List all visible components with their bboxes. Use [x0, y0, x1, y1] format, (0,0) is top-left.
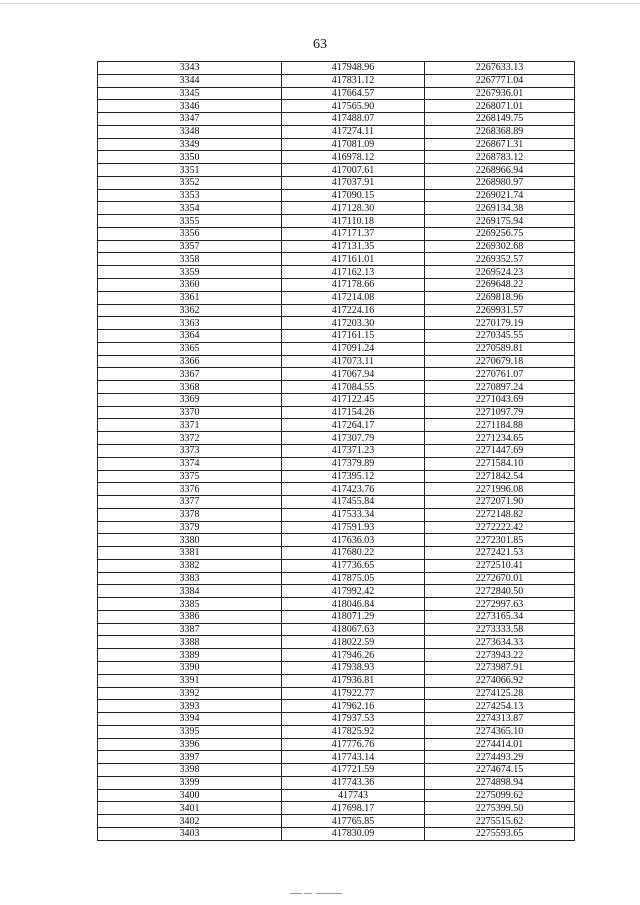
y-coordinate-cell: 2274898.94	[425, 776, 575, 789]
table-row	[98, 815, 575, 828]
x-coordinate-cell: 417264.17	[282, 419, 425, 432]
y-coordinate-cell: 2269524.23	[425, 266, 575, 279]
x-coordinate-cell: 417007.61	[282, 164, 425, 177]
point-number-cell: 3379	[98, 521, 282, 534]
point-number-cell: 3363	[98, 317, 282, 330]
x-coordinate-cell: 417948.96	[282, 62, 425, 75]
y-coordinate-cell: 2275099.62	[425, 789, 575, 802]
point-number-cell: 3358	[98, 253, 282, 266]
point-number-cell: 3387	[98, 623, 282, 636]
x-coordinate-cell: 417736.65	[282, 559, 425, 572]
x-coordinate-cell: 418071.29	[282, 610, 425, 623]
footer-mark	[304, 893, 312, 894]
point-number-cell: 3384	[98, 585, 282, 598]
table-row	[98, 674, 575, 687]
y-coordinate-cell: 2274414.01	[425, 738, 575, 751]
x-coordinate-cell: 417128.30	[282, 202, 425, 215]
y-coordinate-cell: 2271184.88	[425, 419, 575, 432]
point-number-cell: 3391	[98, 674, 282, 687]
y-coordinate-cell: 2274493.29	[425, 751, 575, 764]
x-coordinate-cell: 417379.89	[282, 457, 425, 470]
point-number-cell: 3372	[98, 432, 282, 445]
x-coordinate-cell: 417395.12	[282, 470, 425, 483]
point-number-cell: 3375	[98, 470, 282, 483]
point-number-cell: 3353	[98, 189, 282, 202]
y-coordinate-cell: 2272670.01	[425, 572, 575, 585]
y-coordinate-cell: 2275515.62	[425, 815, 575, 828]
point-number-cell: 3380	[98, 534, 282, 547]
y-coordinate-cell: 2272301.85	[425, 534, 575, 547]
point-number-cell: 3401	[98, 802, 282, 815]
x-coordinate-cell: 417776.76	[282, 738, 425, 751]
table-row	[98, 496, 575, 509]
y-coordinate-cell: 2269175.94	[425, 215, 575, 228]
point-number-cell: 3348	[98, 125, 282, 138]
point-number-cell: 3403	[98, 827, 282, 840]
x-coordinate-cell: 417274.11	[282, 125, 425, 138]
x-coordinate-cell: 417680.22	[282, 547, 425, 560]
point-number-cell: 3346	[98, 100, 282, 113]
y-coordinate-cell: 2267936.01	[425, 87, 575, 100]
table-row	[98, 610, 575, 623]
y-coordinate-cell: 2270345.55	[425, 330, 575, 343]
table-row	[98, 342, 575, 355]
y-coordinate-cell: 2270179.19	[425, 317, 575, 330]
x-coordinate-cell: 417178.66	[282, 279, 425, 292]
point-number-cell: 3350	[98, 151, 282, 164]
y-coordinate-cell: 2272840.50	[425, 585, 575, 598]
point-number-cell: 3388	[98, 636, 282, 649]
x-coordinate-cell: 417743.36	[282, 776, 425, 789]
y-coordinate-cell: 2274125.28	[425, 687, 575, 700]
table-row	[98, 164, 575, 177]
point-number-cell: 3393	[98, 700, 282, 713]
x-coordinate-cell: 417565.90	[282, 100, 425, 113]
table-row	[98, 138, 575, 151]
table-row	[98, 368, 575, 381]
x-coordinate-cell: 417533.34	[282, 508, 425, 521]
point-number-cell: 3373	[98, 444, 282, 457]
y-coordinate-cell: 2268368.89	[425, 125, 575, 138]
x-coordinate-cell: 417037.91	[282, 176, 425, 189]
x-coordinate-cell: 417214.08	[282, 291, 425, 304]
point-number-cell: 3395	[98, 725, 282, 738]
y-coordinate-cell: 2267633.13	[425, 62, 575, 75]
x-coordinate-cell: 417698.17	[282, 802, 425, 815]
table-row	[98, 623, 575, 636]
y-coordinate-cell: 2272071.90	[425, 496, 575, 509]
point-number-cell: 3376	[98, 483, 282, 496]
table-row	[98, 470, 575, 483]
y-coordinate-cell: 2269256.75	[425, 227, 575, 240]
point-number-cell: 3349	[98, 138, 282, 151]
x-coordinate-cell: 417962.16	[282, 700, 425, 713]
table-row	[98, 432, 575, 445]
y-coordinate-cell: 2268966.94	[425, 164, 575, 177]
table-row	[98, 304, 575, 317]
coordinate-table	[97, 61, 575, 841]
table-row	[98, 764, 575, 777]
x-coordinate-cell: 417171.37	[282, 227, 425, 240]
table-row	[98, 649, 575, 662]
y-coordinate-cell: 2271842.54	[425, 470, 575, 483]
point-number-cell: 3371	[98, 419, 282, 432]
y-coordinate-cell: 2270897.24	[425, 381, 575, 394]
point-number-cell: 3355	[98, 215, 282, 228]
table-row	[98, 125, 575, 138]
table-row	[98, 585, 575, 598]
point-number-cell: 3397	[98, 751, 282, 764]
table-row	[98, 661, 575, 674]
table-row	[98, 227, 575, 240]
x-coordinate-cell: 417488.07	[282, 113, 425, 126]
table-row	[98, 317, 575, 330]
point-number-cell: 3398	[98, 764, 282, 777]
x-coordinate-cell: 417203.30	[282, 317, 425, 330]
table-row	[98, 381, 575, 394]
point-number-cell: 3381	[98, 547, 282, 560]
y-coordinate-cell: 2272421.53	[425, 547, 575, 560]
point-number-cell: 3359	[98, 266, 282, 279]
point-number-cell: 3383	[98, 572, 282, 585]
y-coordinate-cell: 2275593.65	[425, 827, 575, 840]
point-number-cell: 3378	[98, 508, 282, 521]
point-number-cell: 3396	[98, 738, 282, 751]
y-coordinate-cell: 2273987.91	[425, 661, 575, 674]
point-number-cell: 3368	[98, 381, 282, 394]
point-number-cell: 3354	[98, 202, 282, 215]
table-row	[98, 100, 575, 113]
y-coordinate-cell: 2272222.42	[425, 521, 575, 534]
x-coordinate-cell: 417831.12	[282, 74, 425, 87]
y-coordinate-cell: 2273333.58	[425, 623, 575, 636]
x-coordinate-cell: 417765.85	[282, 815, 425, 828]
table-row	[98, 789, 575, 802]
point-number-cell: 3365	[98, 342, 282, 355]
x-coordinate-cell: 417162.13	[282, 266, 425, 279]
table-row	[98, 636, 575, 649]
y-coordinate-cell: 2271584.10	[425, 457, 575, 470]
point-number-cell: 3382	[98, 559, 282, 572]
table-row	[98, 776, 575, 789]
table-row	[98, 113, 575, 126]
x-coordinate-cell: 417664.57	[282, 87, 425, 100]
y-coordinate-cell: 2271097.79	[425, 406, 575, 419]
point-number-cell: 3366	[98, 355, 282, 368]
table-row	[98, 687, 575, 700]
x-coordinate-cell: 417743	[282, 789, 425, 802]
point-number-cell: 3389	[98, 649, 282, 662]
x-coordinate-cell: 417224.16	[282, 304, 425, 317]
y-coordinate-cell: 2274066.92	[425, 674, 575, 687]
table-row	[98, 827, 575, 840]
table-row	[98, 330, 575, 343]
y-coordinate-cell: 2271234.65	[425, 432, 575, 445]
table-row	[98, 355, 575, 368]
point-number-cell: 3369	[98, 393, 282, 406]
x-coordinate-cell: 417154.26	[282, 406, 425, 419]
table-row	[98, 87, 575, 100]
point-number-cell: 3361	[98, 291, 282, 304]
table-row	[98, 291, 575, 304]
y-coordinate-cell: 2272510.41	[425, 559, 575, 572]
y-coordinate-cell: 2273634.33	[425, 636, 575, 649]
table-row	[98, 725, 575, 738]
y-coordinate-cell: 2268149.75	[425, 113, 575, 126]
x-coordinate-cell: 417067.94	[282, 368, 425, 381]
y-coordinate-cell: 2268071.01	[425, 100, 575, 113]
table-row	[98, 559, 575, 572]
coordinate-table-body	[98, 62, 575, 841]
point-number-cell: 3364	[98, 330, 282, 343]
table-row	[98, 534, 575, 547]
table-row	[98, 266, 575, 279]
point-number-cell: 3357	[98, 240, 282, 253]
x-coordinate-cell: 417938.93	[282, 661, 425, 674]
table-row	[98, 508, 575, 521]
table-row	[98, 176, 575, 189]
table-row	[98, 444, 575, 457]
table-row	[98, 215, 575, 228]
point-number-cell: 3352	[98, 176, 282, 189]
point-number-cell: 3377	[98, 496, 282, 509]
x-coordinate-cell: 417081.09	[282, 138, 425, 151]
y-coordinate-cell: 2271447.69	[425, 444, 575, 457]
y-coordinate-cell: 2269021.74	[425, 189, 575, 202]
x-coordinate-cell: 417091.24	[282, 342, 425, 355]
point-number-cell: 3345	[98, 87, 282, 100]
table-row	[98, 279, 575, 292]
x-coordinate-cell: 417922.77	[282, 687, 425, 700]
table-row	[98, 751, 575, 764]
x-coordinate-cell: 417423.76	[282, 483, 425, 496]
point-number-cell: 3343	[98, 62, 282, 75]
table-row	[98, 202, 575, 215]
x-coordinate-cell: 417875.05	[282, 572, 425, 585]
point-number-cell: 3392	[98, 687, 282, 700]
page-number: 63	[313, 37, 327, 52]
point-number-cell: 3356	[98, 227, 282, 240]
point-number-cell: 3400	[98, 789, 282, 802]
x-coordinate-cell: 417825.92	[282, 725, 425, 738]
y-coordinate-cell: 2273943.22	[425, 649, 575, 662]
footer-mark	[316, 893, 342, 894]
point-number-cell: 3367	[98, 368, 282, 381]
x-coordinate-cell: 417090.15	[282, 189, 425, 202]
table-row	[98, 572, 575, 585]
x-coordinate-cell: 417936.81	[282, 674, 425, 687]
y-coordinate-cell: 2274674.15	[425, 764, 575, 777]
x-coordinate-cell: 417937.53	[282, 713, 425, 726]
point-number-cell: 3394	[98, 713, 282, 726]
y-coordinate-cell: 2268783.12	[425, 151, 575, 164]
x-coordinate-cell: 417161.15	[282, 330, 425, 343]
y-coordinate-cell: 2270761.07	[425, 368, 575, 381]
x-coordinate-cell: 418022.59	[282, 636, 425, 649]
point-number-cell: 3344	[98, 74, 282, 87]
x-coordinate-cell: 417084.55	[282, 381, 425, 394]
table-row	[98, 419, 575, 432]
x-coordinate-cell: 418046.84	[282, 598, 425, 611]
point-number-cell: 3385	[98, 598, 282, 611]
y-coordinate-cell: 2274365.10	[425, 725, 575, 738]
y-coordinate-cell: 2269352.57	[425, 253, 575, 266]
point-number-cell: 3360	[98, 279, 282, 292]
footer-mark	[290, 893, 302, 894]
x-coordinate-cell: 417743.14	[282, 751, 425, 764]
top-scan-edge	[0, 3, 640, 4]
y-coordinate-cell: 2272148.82	[425, 508, 575, 521]
x-coordinate-cell: 417830.09	[282, 827, 425, 840]
x-coordinate-cell: 417307.79	[282, 432, 425, 445]
point-number-cell: 3374	[98, 457, 282, 470]
y-coordinate-cell: 2269931.57	[425, 304, 575, 317]
x-coordinate-cell: 417946.26	[282, 649, 425, 662]
point-number-cell: 3399	[98, 776, 282, 789]
x-coordinate-cell: 417161.01	[282, 253, 425, 266]
x-coordinate-cell: 418067.63	[282, 623, 425, 636]
x-coordinate-cell: 417073.11	[282, 355, 425, 368]
point-number-cell: 3390	[98, 661, 282, 674]
x-coordinate-cell: 417455.84	[282, 496, 425, 509]
table-row	[98, 713, 575, 726]
x-coordinate-cell: 417591.93	[282, 521, 425, 534]
table-row	[98, 393, 575, 406]
y-coordinate-cell: 2269818.96	[425, 291, 575, 304]
y-coordinate-cell: 2270679.18	[425, 355, 575, 368]
y-coordinate-cell: 2274254.13	[425, 700, 575, 713]
table-row	[98, 700, 575, 713]
point-number-cell: 3362	[98, 304, 282, 317]
y-coordinate-cell: 2270589.81	[425, 342, 575, 355]
x-coordinate-cell: 417131.35	[282, 240, 425, 253]
table-row	[98, 802, 575, 815]
point-number-cell: 3347	[98, 113, 282, 126]
table-row	[98, 738, 575, 751]
y-coordinate-cell: 2275399.50	[425, 802, 575, 815]
table-row	[98, 62, 575, 75]
y-coordinate-cell: 2272997.63	[425, 598, 575, 611]
table-row	[98, 240, 575, 253]
y-coordinate-cell: 2271996.08	[425, 483, 575, 496]
y-coordinate-cell: 2273165.34	[425, 610, 575, 623]
table-row	[98, 547, 575, 560]
y-coordinate-cell: 2269134.38	[425, 202, 575, 215]
table-row	[98, 151, 575, 164]
table-row	[98, 483, 575, 496]
point-number-cell: 3351	[98, 164, 282, 177]
y-coordinate-cell: 2269648.22	[425, 279, 575, 292]
y-coordinate-cell: 2268671.31	[425, 138, 575, 151]
x-coordinate-cell: 416978.12	[282, 151, 425, 164]
table-row	[98, 253, 575, 266]
point-number-cell: 3402	[98, 815, 282, 828]
x-coordinate-cell: 417636.03	[282, 534, 425, 547]
table-row	[98, 598, 575, 611]
point-number-cell: 3386	[98, 610, 282, 623]
y-coordinate-cell: 2269302.68	[425, 240, 575, 253]
y-coordinate-cell: 2267771.04	[425, 74, 575, 87]
x-coordinate-cell: 417110.18	[282, 215, 425, 228]
point-number-cell: 3370	[98, 406, 282, 419]
table-row	[98, 457, 575, 470]
table-row	[98, 74, 575, 87]
x-coordinate-cell: 417122.45	[282, 393, 425, 406]
y-coordinate-cell: 2268980.97	[425, 176, 575, 189]
x-coordinate-cell: 417992.42	[282, 585, 425, 598]
table-row	[98, 521, 575, 534]
table-row	[98, 406, 575, 419]
table-row	[98, 189, 575, 202]
x-coordinate-cell: 417721.59	[282, 764, 425, 777]
y-coordinate-cell: 2271043.69	[425, 393, 575, 406]
y-coordinate-cell: 2274313.87	[425, 713, 575, 726]
x-coordinate-cell: 417371.23	[282, 444, 425, 457]
